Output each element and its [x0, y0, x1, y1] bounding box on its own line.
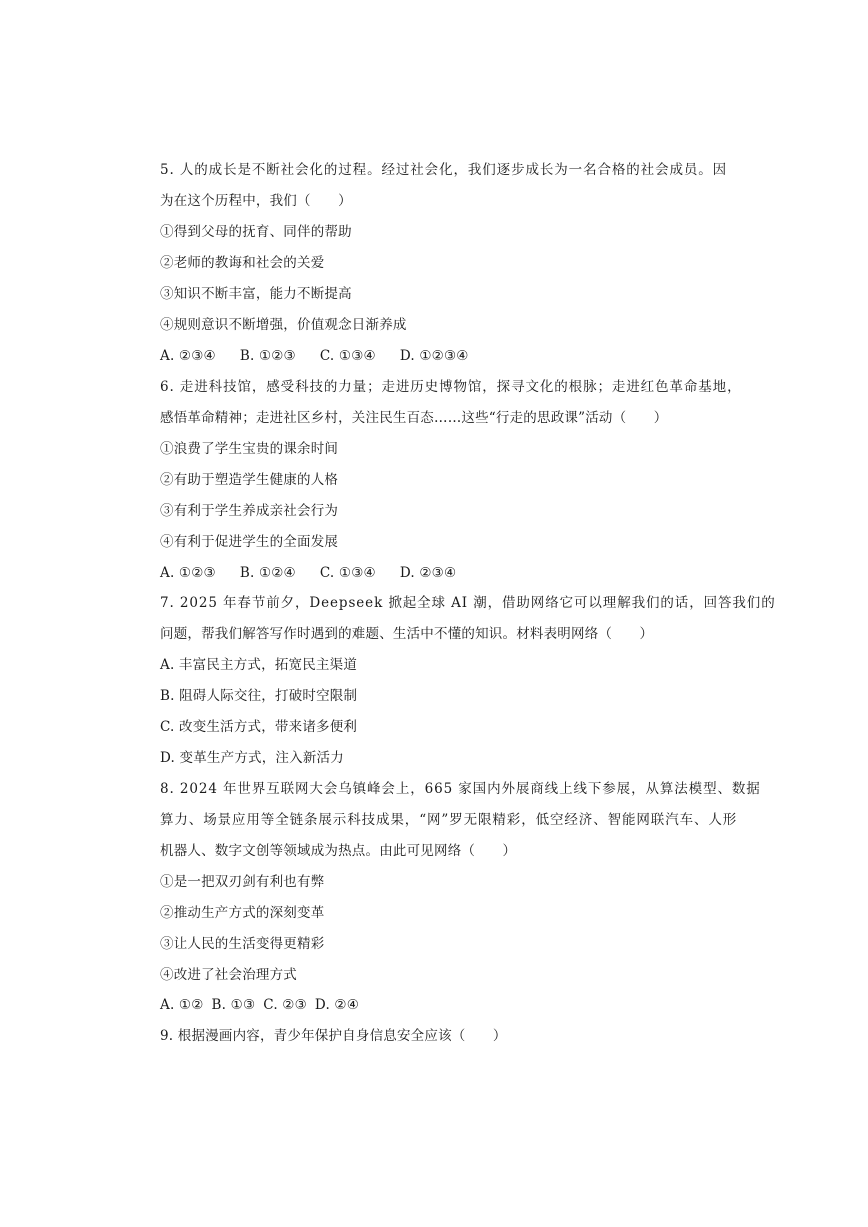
q8-option-d[interactable]: D. ②④ [314, 997, 360, 1013]
q8-option-c[interactable]: C. ②③ [263, 997, 307, 1013]
q8-options [160, 996, 367, 1014]
q7-option-d[interactable]: D. 变革生产方式，注入新活力 [160, 750, 344, 766]
q7-option-b[interactable]: B. 阻碍人际交往，打破时空限制 [160, 688, 358, 704]
q8-item-3: ③让人民的生活变得更精彩 [160, 936, 325, 952]
q5-option-c[interactable]: C. ①③④ [319, 348, 376, 364]
q5-option-a[interactable]: A. ②③④ [160, 348, 216, 364]
q5-item-1: ①得到父母的抚育、同伴的帮助 [160, 224, 352, 240]
q6-option-b[interactable]: B. ①②④ [239, 565, 296, 581]
q9-stem-line-1: 9. 根据漫画内容，青少年保护自身信息安全应该（ ） [160, 1028, 507, 1044]
q5-options [160, 347, 493, 365]
q5-option-b[interactable]: B. ①②③ [239, 348, 296, 364]
q8-stem-line-3: 机器人、数字文创等领域成为热点。由此可见网络（ ） [160, 843, 517, 859]
q5-stem-line-2: 为在这个历程中，我们（ ） [160, 193, 352, 209]
q8-option-b[interactable]: B. ①③ [211, 997, 256, 1013]
q7-stem-line-2: 问题，帮我们解答写作时遇到的难题、生活中不懂的知识。材料表明网络（ ） [160, 626, 654, 642]
q5-option-d[interactable]: D. ①②③④ [399, 348, 469, 364]
q8-item-4: ④改进了社会治理方式 [160, 967, 297, 983]
q8-stem-line-1: 8. 2024 年世界互联网大会乌镇峰会上，665 家国内外展商线上线下参展，从算法模型、数据 [160, 781, 761, 797]
q8-item-1: ①是一把双刃剑有利也有弊 [160, 874, 325, 890]
q6-options [160, 564, 480, 582]
q6-option-d[interactable]: D. ②③④ [399, 565, 457, 581]
q5-stem-line-1: 5. 人的成长是不断社会化的过程。经过社会化，我们逐步成长为一名合格的社会成员。因 [160, 162, 728, 178]
q6-item-3: ③有利于学生养成亲社会行为 [160, 503, 339, 519]
q6-option-c[interactable]: C. ①③④ [319, 565, 376, 581]
q8-option-a[interactable]: A. ①② [160, 997, 204, 1013]
q7-stem-line-1: 7. 2025 年春节前夕，Deepseek 掀起全球 AI 潮，借助网络它可以理解我们的话，回答我们的 [160, 595, 776, 611]
q8-stem-line-2: 算力、场景应用等全链条展示科技成果，“网”罗无限精彩，低空经济、智能网联汽车、人形 [160, 812, 738, 828]
q6-item-4: ④有利于促进学生的全面发展 [160, 534, 339, 550]
q8-item-2: ②推动生产方式的深刻变革 [160, 905, 325, 921]
q6-item-1: ①浪费了学生宝贵的课余时间 [160, 441, 339, 457]
q5-item-4: ④规则意识不断增强，价值观念日渐养成 [160, 317, 407, 333]
q6-option-a[interactable]: A. ①②③ [160, 565, 216, 581]
q5-item-2: ②老师的教诲和社会的关爱 [160, 255, 325, 271]
q7-option-c[interactable]: C. 改变生活方式，带来诸多便利 [160, 719, 358, 735]
q6-stem-line-2: 感悟革命精神；走进社区乡村，关注民生百态……这些“行走的思政课”活动（ ） [160, 410, 668, 426]
q7-option-a[interactable]: A. 丰富民主方式，拓宽民主渠道 [160, 657, 358, 673]
q5-item-3: ③知识不断丰富，能力不断提高 [160, 286, 352, 302]
q6-stem-line-1: 6. 走进科技馆，感受科技的力量；走进历史博物馆，探寻文化的根脉；走进红色革命基地， [160, 379, 742, 395]
q6-item-2: ②有助于塑造学生健康的人格 [160, 472, 339, 488]
